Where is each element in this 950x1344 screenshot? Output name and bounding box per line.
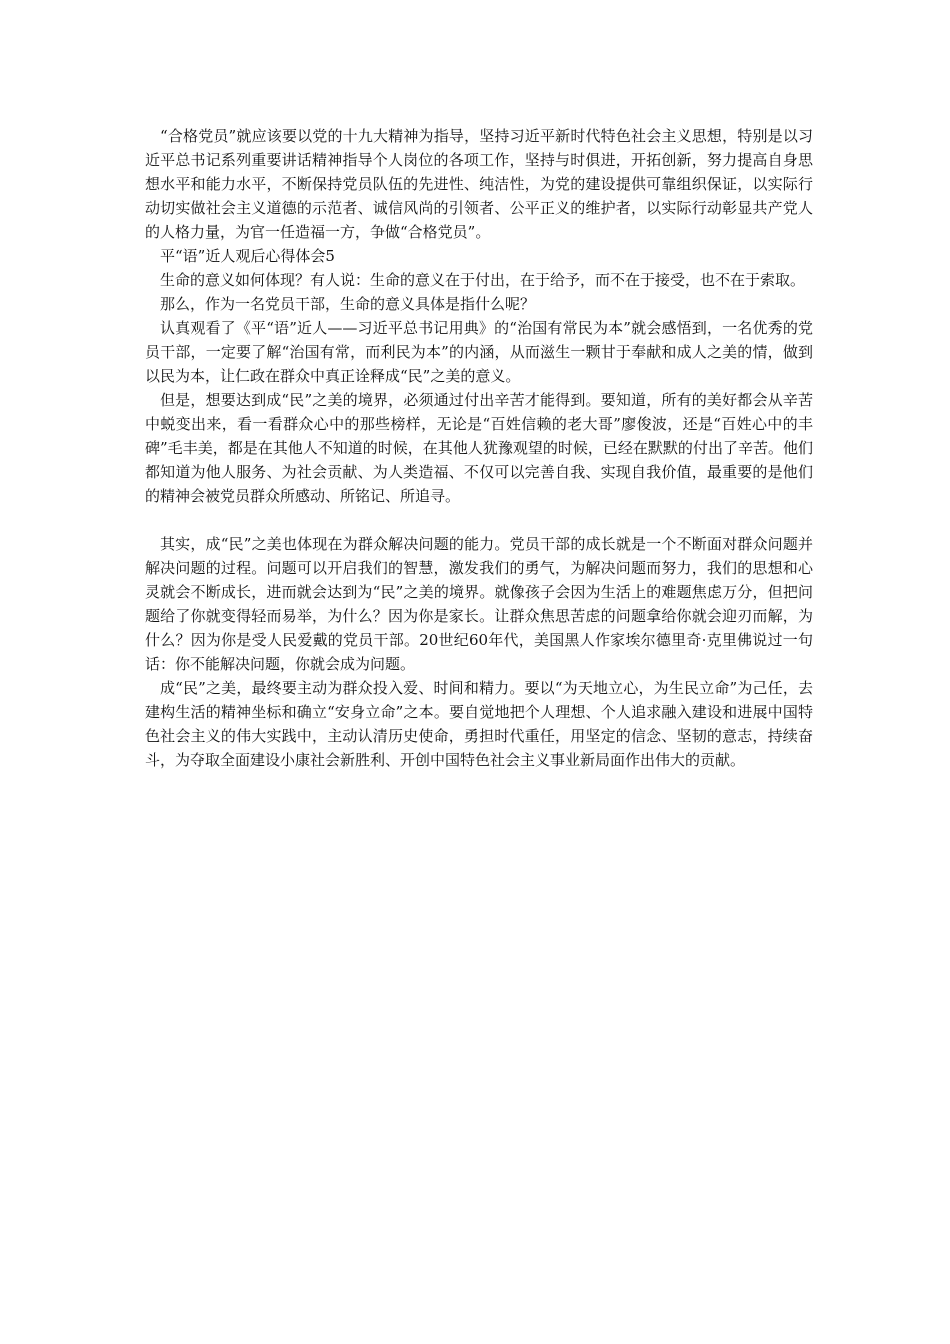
section-heading: 平“语”近人观后心得体会5: [160, 247, 335, 265]
paragraph-watched-program: 认真观看了《平“语”近人——习近平总书记用典》的“治国有常民为本”就会感悟到，一名优秀的党员干部，一定要了解“治国有常，而利民为本”的内涵，从而滋生一颗甘于奉献和成人之美的情，做到以民为本，让仁政在群众中真正诠释成“民”之美的意义。: [145, 319, 813, 385]
paragraph-meaning-of-life: 生命的意义如何体现？有人说：生命的意义在于付出，在于给予，而不在于接受，也不在于索取。: [160, 271, 806, 289]
paragraph-conclusion: 成“民”之美，最终要主动为群众投入爱、时间和精力。要以“为天地立心，为生民立命”为己任，去建构生活的精神坐标和确立“安身立命”之本。要自觉地把个人理想、个人追求融入建设和进展中国特色社会主义的伟大实践中，主动认清历史使命，勇担时代重任，用坚定的信念、坚韧的意志，持续奋斗，为夺取全面建设小康社会新胜利、开创中国特色社会主义事业新局面作出伟大的贡献。: [145, 679, 813, 769]
document-body: [145, 124, 813, 772]
paragraph-solving-problems: 其实，成“民”之美也体现在为群众解决问题的能力。党员干部的成长就是一个不断面对群众问题并解决问题的过程。问题可以开启我们的智慧，激发我们的勇气，为解决问题而努力，我们的思想和心灵就会不断成长，进而就会达到为“民”之美的境界。就像孩子会因为生活上的难题焦虑万分，但把问题给了你就变得轻而易举，为什么？因为你是家长。让群众焦思苦虑的问题拿给你就会迎刃而解，为什么？因为你是受人民爱戴的党员干部。20世纪60年代，美国黑人作家埃尔德里奇·克里佛说过一句话：你不能解决问题，你就会成为问题。: [145, 535, 813, 673]
paragraph-gap: [145, 508, 813, 532]
paragraph-question: 那么，作为一名党员干部，生命的意义具体是指什么呢？: [160, 295, 536, 313]
paragraph-hard-work: 但是，想要达到成“民”之美的境界，必须通过付出辛苦才能得到。要知道，所有的美好都会从辛苦中蜕变出来，看一看群众心中的那些榜样，无论是“百姓信赖的老大哥”廖俊波，还是“百姓心中的丰碑”毛丰美，都是在其他人不知道的时候，在其他人犹豫观望的时候，已经在默默的付出了辛苦。他们都知道为他人服务、为社会贡献、为人类造福、不仅可以完善自我、实现自我价值，最重要的是他们的精神会被党员群众所感动、所铭记、所追寻。: [145, 391, 813, 505]
paragraph-qualified-party-member: “合格党员”就应该要以党的十九大精神为指导，坚持习近平新时代特色社会主义思想，特别是以习近平总书记系列重要讲话精神指导个人岗位的各项工作，坚持与时俱进，开拓创新，努力提高自身思想水平和能力水平，不断保持党员队伍的先进性、纯洁性，为党的建设提供可靠组织保证，以实际行动切实做社会主义道德的示范者、诚信风尚的引领者、公平正义的维护者，以实际行动彰显共产党人的人格力量，为官一任造福一方，争做“合格党员”。: [145, 127, 813, 241]
